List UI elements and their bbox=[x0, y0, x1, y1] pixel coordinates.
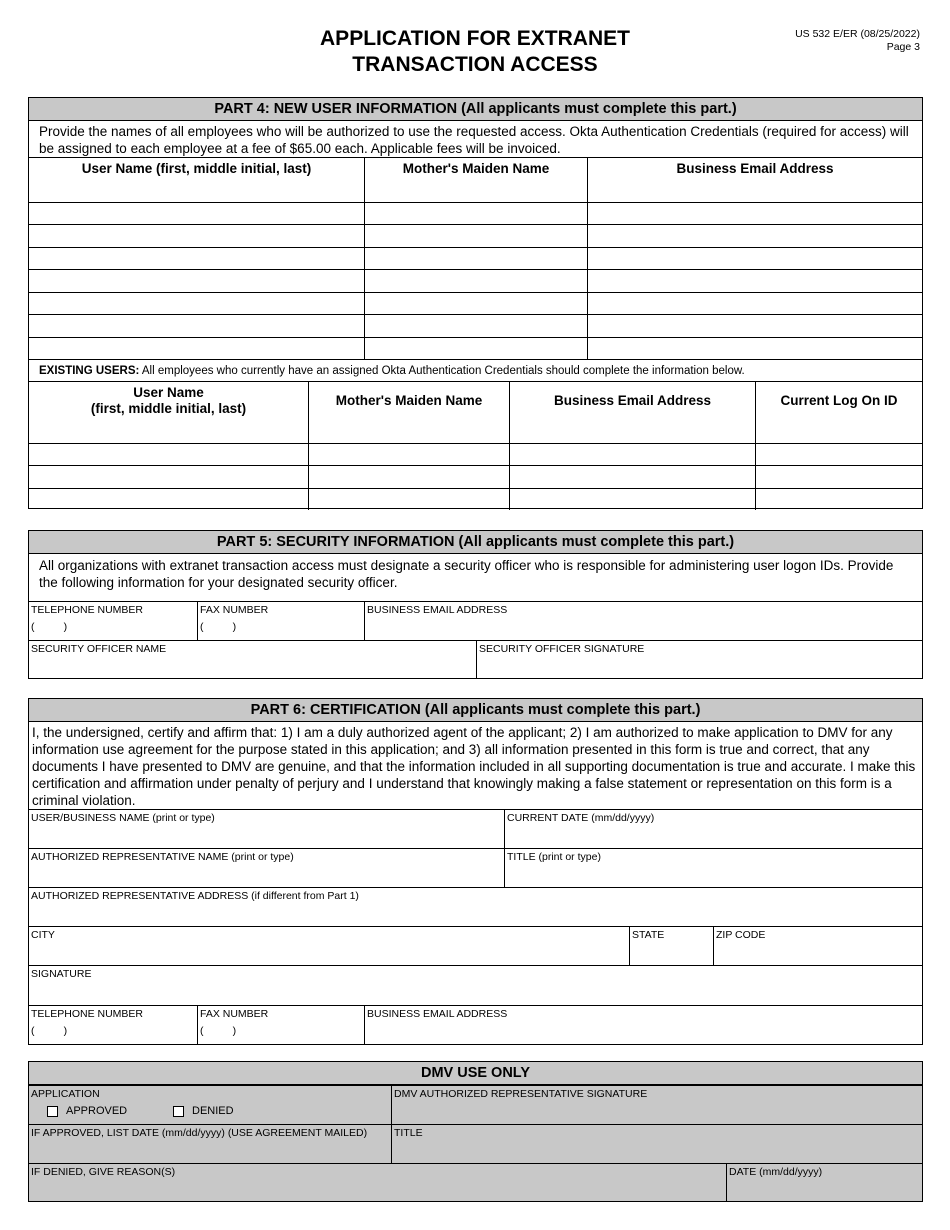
table-cell-input[interactable] bbox=[755, 489, 922, 511]
part6-row-3 bbox=[29, 887, 922, 926]
table-cell-input[interactable] bbox=[29, 444, 308, 466]
current-date-field[interactable] bbox=[504, 810, 922, 848]
table-cell-input[interactable] bbox=[29, 203, 364, 225]
form-number-block bbox=[795, 28, 920, 54]
part6-heading: PART 6: CERTIFICATION (All applicants must complete this part.) bbox=[29, 699, 922, 722]
table-cell-input[interactable] bbox=[364, 203, 587, 225]
table-row bbox=[29, 488, 922, 511]
rep-title-label: TITLE (print or type) bbox=[507, 851, 601, 863]
new-user-rows bbox=[29, 179, 922, 359]
business-name-field[interactable] bbox=[29, 810, 504, 848]
table-cell-input[interactable] bbox=[755, 444, 922, 466]
dmv-title-field[interactable] bbox=[391, 1125, 922, 1163]
table-row bbox=[29, 420, 922, 443]
security-officer-signature-label: SECURITY OFFICER SIGNATURE bbox=[479, 643, 645, 655]
table-row bbox=[29, 224, 922, 247]
approved-checkbox[interactable] bbox=[47, 1106, 58, 1117]
rep-title-field[interactable] bbox=[504, 849, 922, 887]
dmv-heading: DMV USE ONLY bbox=[29, 1062, 922, 1085]
cert-email-label: BUSINESS EMAIL ADDRESS bbox=[367, 1008, 508, 1020]
table-cell-input[interactable] bbox=[364, 225, 587, 247]
part5-instructions: All organizations with extranet transaction access must designate a security officer who is responsible for administering user logon IDs. Provide the following information for your designated security officer. bbox=[39, 558, 894, 590]
dmv-row-2 bbox=[29, 1124, 922, 1163]
security-email-label: BUSINESS EMAIL ADDRESS bbox=[367, 604, 508, 616]
signature-label: SIGNATURE bbox=[31, 968, 92, 980]
table-cell-input[interactable] bbox=[587, 270, 922, 292]
if-denied-label: IF DENIED, GIVE REASON(S) bbox=[31, 1166, 176, 1178]
cert-telephone-area-code: ( ) bbox=[31, 1025, 68, 1037]
denied-label: DENIED bbox=[192, 1105, 234, 1117]
security-email-field[interactable] bbox=[364, 602, 922, 640]
table-cell-input[interactable] bbox=[29, 270, 364, 292]
table-cell-input[interactable] bbox=[587, 179, 922, 202]
part5-officer-row bbox=[29, 640, 922, 678]
page-number: Page 3 bbox=[886, 41, 920, 53]
table-cell-input[interactable] bbox=[509, 444, 755, 466]
table-cell-input[interactable] bbox=[308, 420, 509, 443]
table-cell-input[interactable] bbox=[755, 466, 922, 488]
city-field[interactable] bbox=[29, 927, 629, 965]
table-row bbox=[29, 292, 922, 315]
col-existing-user-name-line1: User Name bbox=[133, 385, 204, 400]
table-cell-input[interactable] bbox=[587, 315, 922, 337]
approved-option[interactable] bbox=[47, 1105, 127, 1117]
table-cell-input[interactable] bbox=[29, 489, 308, 511]
current-date-label: CURRENT DATE (mm/dd/yyyy) bbox=[507, 812, 655, 824]
security-officer-name-field[interactable] bbox=[29, 641, 476, 678]
cert-telephone-label: TELEPHONE NUMBER bbox=[31, 1008, 144, 1020]
signature-field[interactable] bbox=[29, 966, 922, 1005]
rep-address-field[interactable] bbox=[29, 888, 922, 926]
table-cell-input[interactable] bbox=[29, 338, 364, 360]
table-cell-input[interactable] bbox=[587, 203, 922, 225]
table-cell-input[interactable] bbox=[29, 248, 364, 270]
existing-user-rows bbox=[29, 420, 922, 510]
dmv-signature-field[interactable] bbox=[391, 1086, 922, 1124]
dmv-row-3 bbox=[29, 1163, 922, 1201]
part6-row-6 bbox=[29, 1005, 922, 1044]
dmv-date-field[interactable] bbox=[726, 1164, 922, 1201]
table-cell-input[interactable] bbox=[364, 179, 587, 202]
cert-email-field[interactable] bbox=[364, 1006, 922, 1044]
table-row bbox=[29, 465, 922, 488]
cert-fax-field[interactable] bbox=[197, 1006, 364, 1044]
security-officer-signature-field[interactable] bbox=[476, 641, 922, 678]
col-business-email: Business Email Address bbox=[587, 158, 922, 179]
city-label: CITY bbox=[31, 929, 55, 941]
table-cell-input[interactable] bbox=[308, 444, 509, 466]
denied-checkbox[interactable] bbox=[173, 1106, 184, 1117]
if-approved-field[interactable] bbox=[29, 1125, 391, 1163]
dmv-section bbox=[28, 1061, 923, 1202]
denied-option[interactable] bbox=[173, 1105, 234, 1117]
col-existing-user-name-line2: (first, middle initial, last) bbox=[90, 401, 247, 416]
existing-column-headers bbox=[29, 381, 922, 420]
form-number: US 532 E/ER (08/25/2022) bbox=[795, 28, 920, 40]
part6-row-5 bbox=[29, 965, 922, 1005]
table-cell-input[interactable] bbox=[364, 270, 587, 292]
col-user-name: User Name (first, middle initial, last) bbox=[81, 160, 312, 176]
part6-row-1 bbox=[29, 809, 922, 848]
dmv-application-field bbox=[29, 1086, 391, 1124]
security-telephone-field[interactable] bbox=[29, 602, 197, 640]
table-row bbox=[29, 269, 922, 292]
cert-fax-area-code: ( ) bbox=[200, 1025, 237, 1037]
table-cell-input[interactable] bbox=[308, 489, 509, 511]
table-cell-input[interactable] bbox=[755, 420, 922, 443]
table-cell-input[interactable] bbox=[364, 315, 587, 337]
table-row bbox=[29, 247, 922, 270]
part6-row-4 bbox=[29, 926, 922, 965]
if-approved-label: IF APPROVED, LIST DATE (mm/dd/yyyy) (USE AGREEMENT MAILED) bbox=[31, 1127, 368, 1139]
part4-instructions: Provide the names of all employees who will be authorized to use the requested access. Okta Authentication Credentials (required for access) will be assigned to each employee at a fee of $65.00 each. Applicable fees will be invoiced. bbox=[39, 124, 909, 156]
table-row bbox=[29, 179, 922, 202]
dmv-application-label: APPLICATION bbox=[31, 1088, 100, 1100]
table-row bbox=[29, 314, 922, 337]
part6-row-2 bbox=[29, 848, 922, 887]
table-cell-input[interactable] bbox=[509, 420, 755, 443]
title-line-2: TRANSACTION ACCESS bbox=[352, 53, 598, 76]
security-fax-field[interactable] bbox=[197, 602, 364, 640]
dmv-title-label: TITLE bbox=[394, 1127, 423, 1139]
if-denied-field[interactable] bbox=[29, 1164, 726, 1201]
dmv-date-label: DATE (mm/dd/yyyy) bbox=[729, 1166, 823, 1178]
col-existing-user-name bbox=[29, 382, 308, 420]
existing-users-note bbox=[29, 359, 922, 381]
table-cell-input[interactable] bbox=[509, 489, 755, 511]
col-current-logon-id: Current Log On ID bbox=[755, 382, 922, 420]
cert-telephone-field[interactable] bbox=[29, 1006, 197, 1044]
security-fax-area-code: ( ) bbox=[200, 621, 237, 633]
table-row bbox=[29, 443, 922, 466]
approved-label: APPROVED bbox=[66, 1105, 128, 1117]
col-existing-maiden-name: Mother's Maiden Name bbox=[308, 382, 509, 420]
dmv-row-1 bbox=[29, 1085, 922, 1124]
table-cell-input[interactable] bbox=[29, 466, 308, 488]
dmv-signature-label: DMV AUTHORIZED REPRESENTATIVE SIGNATURE bbox=[394, 1088, 648, 1100]
security-fax-label: FAX NUMBER bbox=[200, 604, 269, 616]
table-cell-input[interactable] bbox=[29, 293, 364, 315]
part5-heading: PART 5: SECURITY INFORMATION (All applicants must complete this part.) bbox=[29, 531, 922, 554]
security-officer-name-label: SECURITY OFFICER NAME bbox=[31, 643, 167, 655]
state-field[interactable] bbox=[629, 927, 713, 965]
table-row bbox=[29, 337, 922, 360]
table-cell-input[interactable] bbox=[587, 225, 922, 247]
table-cell-input[interactable] bbox=[29, 315, 364, 337]
table-cell-input[interactable] bbox=[29, 420, 308, 443]
table-cell-input[interactable] bbox=[587, 338, 922, 360]
table-cell-input[interactable] bbox=[364, 293, 587, 315]
col-maiden-name: Mother's Maiden Name bbox=[364, 158, 587, 179]
business-name-label: USER/BUSINESS NAME (print or type) bbox=[31, 812, 215, 824]
table-cell-input[interactable] bbox=[587, 248, 922, 270]
security-telephone-label: TELEPHONE NUMBER bbox=[31, 604, 144, 616]
table-cell-input[interactable] bbox=[29, 225, 364, 247]
security-telephone-area-code: ( ) bbox=[31, 621, 68, 633]
rep-address-label: AUTHORIZED REPRESENTATIVE ADDRESS (if different from Part 1) bbox=[31, 890, 359, 902]
part4-heading: PART 4: NEW USER INFORMATION (All applicants must complete this part.) bbox=[29, 98, 922, 121]
part5-contact-row bbox=[29, 601, 922, 640]
part5-section bbox=[28, 530, 923, 679]
part6-section bbox=[28, 698, 923, 1045]
table-cell-input[interactable] bbox=[29, 179, 364, 202]
zip-label: ZIP CODE bbox=[716, 929, 766, 941]
table-row bbox=[29, 202, 922, 225]
certification-text: I, the undersigned, certify and affirm that: 1) I am a duly authorized agent of the applicant; 2) I am authorized to make application to DMV for any information use agreement for the purpose stated in this application; and 3) all information presented in this form is true and correct, that any documents I have presented to DMV are genuine, and that the information included in all supporting documentation is true and accurate. I make this certification and affirmation under penalty of perjury and I understand that knowingly making a false statement or representation on this form is a criminal violation. bbox=[32, 725, 916, 808]
table-cell-input[interactable] bbox=[364, 338, 587, 360]
existing-users-text: All employees who currently have an assigned Okta Authentication Credentials should complete the information below. bbox=[139, 365, 745, 377]
table-cell-input[interactable] bbox=[509, 466, 755, 488]
table-cell-input[interactable] bbox=[364, 248, 587, 270]
title-line-1: APPLICATION FOR EXTRANET bbox=[320, 27, 630, 50]
rep-name-label: AUTHORIZED REPRESENTATIVE NAME (print or type) bbox=[31, 851, 294, 863]
table-cell-input[interactable] bbox=[587, 293, 922, 315]
part4-column-headers bbox=[29, 157, 922, 179]
zip-field[interactable] bbox=[713, 927, 922, 965]
rep-name-field[interactable] bbox=[29, 849, 504, 887]
col-existing-business-email: Business Email Address bbox=[509, 382, 755, 420]
state-label: STATE bbox=[632, 929, 665, 941]
part4-section bbox=[28, 97, 923, 509]
table-cell-input[interactable] bbox=[308, 466, 509, 488]
existing-users-label: EXISTING USERS: bbox=[39, 365, 140, 377]
cert-fax-label: FAX NUMBER bbox=[200, 1008, 269, 1020]
